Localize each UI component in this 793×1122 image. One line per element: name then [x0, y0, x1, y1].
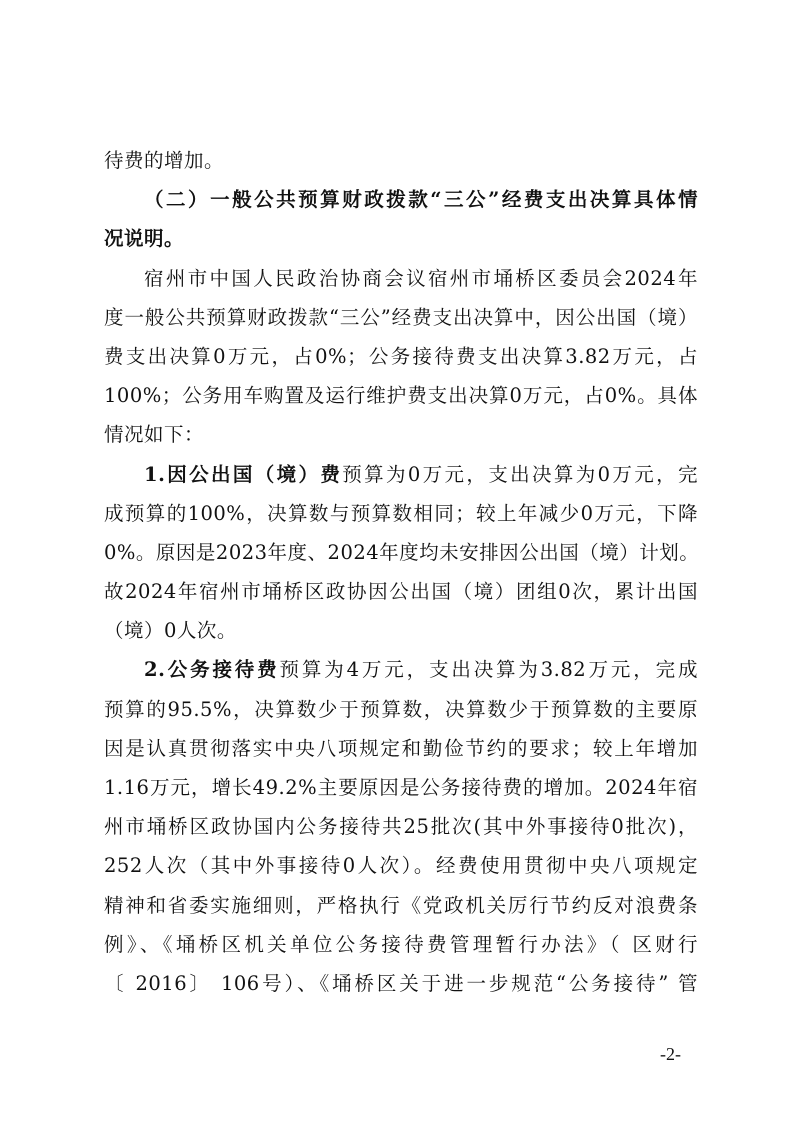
item-1-first-line [104, 455, 698, 494]
text-line: 度一般公共预算财政拨款“三公”经费支出决算中，因公出国（境） [104, 305, 698, 329]
text-span: 预算为0万元，支出决算为0万元，完 [342, 462, 698, 486]
text-line: 100%；公务用车购置及运行维护费支出决算0万元，占0%。具体 [104, 384, 698, 408]
item-2-title: 2.公务接待费 [144, 658, 280, 682]
text-line: 精神和省委实施细则，严格执行《党政机关厉行节约反对浪费条 [104, 893, 698, 917]
text-line: 0%。原因是2023年度、2024年度均未安排因公出国（境）计划。 [104, 540, 700, 564]
text-span: 预算为4万元，支出决算为3.82万元，完成 [279, 658, 699, 682]
text-line: 252人次（其中外事接待0人次）。经费使用贯彻中央八项规定 [104, 854, 698, 878]
text-line: 故2024年宿州市埇桥区政协因公出国（境）团组0次，累计出国 [104, 580, 698, 604]
text-line: 预算的95.5%，决算数少于预算数，决算数少于预算数的主要原 [104, 697, 698, 721]
item-1-title: 1.因公出国（境）费 [144, 462, 343, 486]
text-line: 费支出决算0万元，占0%；公务接待费支出决算3.82万元，占 [104, 344, 698, 368]
text-line: （境）0人次。 [104, 619, 237, 643]
text-line: 成预算的100%，决算数与预算数相同；较上年减少0万元，下降 [104, 501, 698, 525]
text-line: 〔 2016〕 106号）、《埇桥区关于进一步规范“公务接待” 管 [104, 971, 698, 995]
text-line: 宿州市中国人民政治协商会议宿州市埇桥区委员会2024年 [144, 266, 698, 290]
document-body [104, 141, 698, 1003]
item-2-first-line [104, 650, 698, 689]
page-number: -2- [660, 1044, 681, 1064]
text-line: 情况如下： [104, 423, 205, 447]
text-line: 因是认真贯彻落实中央八项规定和勤俭节约的要求；较上年增加 [104, 736, 698, 760]
text-line: 州市埇桥区政协国内公务接待共25批次(其中外事接待0批次)， [104, 815, 698, 839]
text-line: 1.16万元，增长49.2%主要原因是公务接待费的增加。2024年宿 [104, 776, 698, 799]
text-line: 例》、《埇桥区机关单位公务接待费管理暂行办法》（ 区财行 [104, 932, 698, 956]
section-heading: （二）一般公共预算财政拨款“三公”经费支出决算具体情 [144, 188, 698, 212]
text-line: 待费的增加。 [104, 149, 225, 172]
section-heading: 况说明。 [104, 227, 185, 251]
